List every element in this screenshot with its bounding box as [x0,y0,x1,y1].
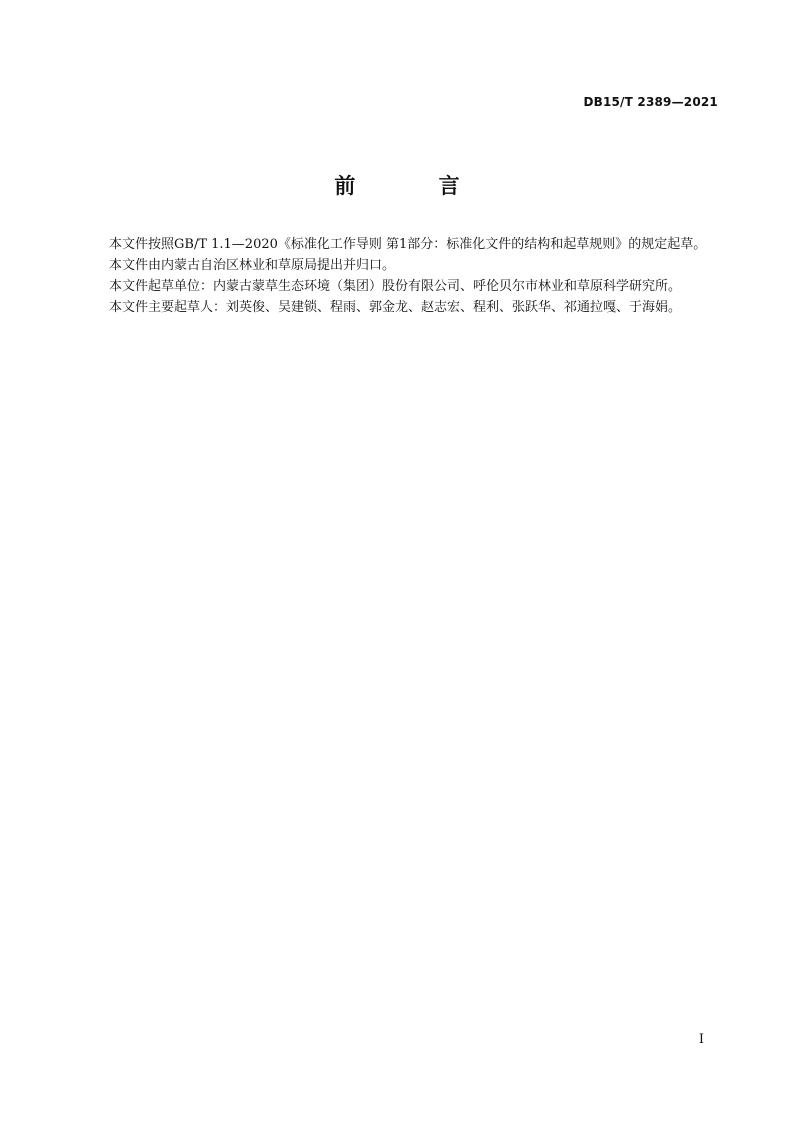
foreword-title: 前 言 [334,174,498,198]
page-number: I [698,1032,704,1047]
paragraph-drafting-rule: 本文件按照GB/T 1.1—2020《标准化工作导则 第1部分：标准化文件的结构和起草规则》的规定起草。 [109,237,707,252]
paragraph-drafters: 本文件主要起草人：刘英俊、吴建锁、程雨、郭金龙、赵志宏、程利、张跃华、祁通拉嘎、于海娟。 [109,300,682,315]
standard-code-header: DB15/T 2389—2021 [583,95,718,109]
foreword-body [83,234,719,318]
paragraph-drafting-units: 本文件起草单位：内蒙古蒙草生态环境（集团）股份有限公司、呼伦贝尔市林业和草原科学研究所。 [109,279,682,294]
paragraph-proposer: 本文件由内蒙古自治区林业和草原局提出并归口。 [109,258,396,273]
